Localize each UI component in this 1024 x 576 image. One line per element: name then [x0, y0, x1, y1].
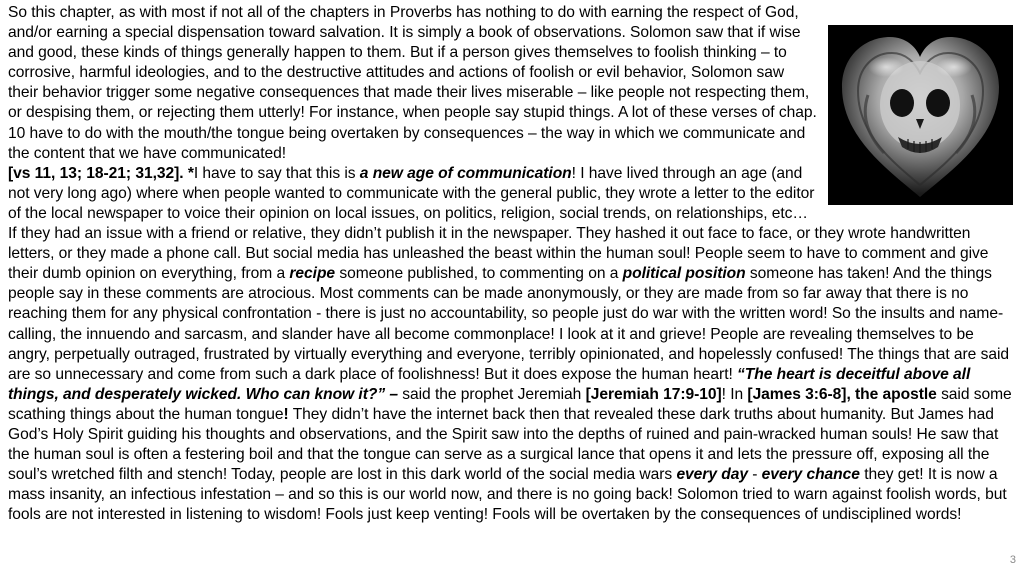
skull-heart-icon — [828, 25, 1013, 205]
verse-reference: [James 3:6-8], the apostle — [747, 385, 937, 403]
text-span: someone has taken! And the things people say in these comments are atrocious. Most comments can be made anonymously, or they are made from so far away that there is no reaching them for any physical confrontation - there is just no accountability, so people just do war with the written word! So the insults and name-calling, the innuendo and sarcasm, and slander have all become commonplace! I look at it and grieve! People are revealing themselves to be angry, perpetually outraged, frustrated by virtually everything and everyone, terribly opinionated, and hopelessly confused! The things that are said are so unnecessary and come from such a dark place of foolishness! But it does expose the human heart! — [8, 265, 1009, 383]
paragraph-2 — [8, 164, 1013, 526]
emphasis-span: every chance — [761, 466, 860, 484]
skull-heart-image — [828, 25, 1013, 205]
text-span: They didn’t have the internet back then that revealed these dark truths about humanity. But James had God’s Holy Spirit guiding his thoughts and observations, and the Spirit saw into the depths of ruined and pain-wracked human souls! He saw that the human soul is often a festering boil and that the tongue can serve as a surgical lance that opens it and lets the pressure off, exposing all the soul’s wretched filth and stench! Today, people are lost in this dark world of the social media wars — [8, 405, 999, 484]
emphasis-span: recipe — [289, 265, 336, 283]
text-span: said the prophet Jeremiah — [397, 385, 586, 403]
text-span: someone published, to commenting on a — [335, 265, 623, 283]
verse-reference: [vs 11, 13; 18-21; 31,32]. * — [8, 164, 194, 182]
paragraph-1: So this chapter, as with most if not all of the chapters in Proverbs has nothing to do with earning the respect of God, and/or earning a special dispensation toward salvation. It is simply a book of observations. Solomon saw that if wise and good, these kinds of things generally happen to them. But if a person gives themselves to foolish thinking – to corrosive, harmful ideologies, and to the destructive attitudes and actions of foolish or evil behavior, Solomon saw their behavior trigger some negative consequences that made their lives miserable – like people not respecting them, or despising them, or rejecting them utterly! For instance, when people say stupid things. A lot of these verses of chap. 10 have to do with the mouth/the tongue being overtaken by consequences – the way in which we communicate and the content that we have communicated! — [8, 4, 817, 162]
text-span: I have to say that this is — [193, 164, 360, 182]
emphasis-span: every day — [676, 466, 748, 484]
body-text — [8, 3, 1013, 525]
jeremiah-quote: “The heart is deceitful above all things, and desperately wicked. Who can know it?” – — [8, 365, 971, 403]
text-span: ! — [283, 405, 289, 423]
text-span: said some scathing things about the human tongue — [8, 385, 1012, 423]
slide-number: 3 — [1009, 554, 1016, 566]
emphasis-span: political position — [622, 265, 746, 283]
text-span: ! I have lived through an age (and not very long ago) where when people wanted to communicate with the general public, they wrote a letter to the editor of the local newspaper to voice their opinion on local issues, on politics, religion, social trends, on relationships, etc… If they had an issue with a friend or relative, they didn’t publish it in the newspaper. They hashed it out face to face, or they wrote handwritten letters, or they made a phone call. But social media has unleashed the beast within the human soul! People seem to have to comment and give their dumb opinion on everything, from a — [8, 164, 989, 283]
emphasis-span: a new age of communication — [359, 164, 572, 182]
text-span: - — [747, 466, 762, 484]
text-span: they get! It is now a mass insanity, an infectious infestation – and so this is our world now, and there is no going back! Solomon tried to warn against foolish words, but fools are not interested in listening to wisdom! Fools just keep venting! Fools will be overtaken by the consequences of undisciplined words! — [8, 466, 1007, 524]
text-span: ! In — [721, 385, 748, 403]
verse-reference: [Jeremiah 17:9-10] — [585, 385, 722, 403]
